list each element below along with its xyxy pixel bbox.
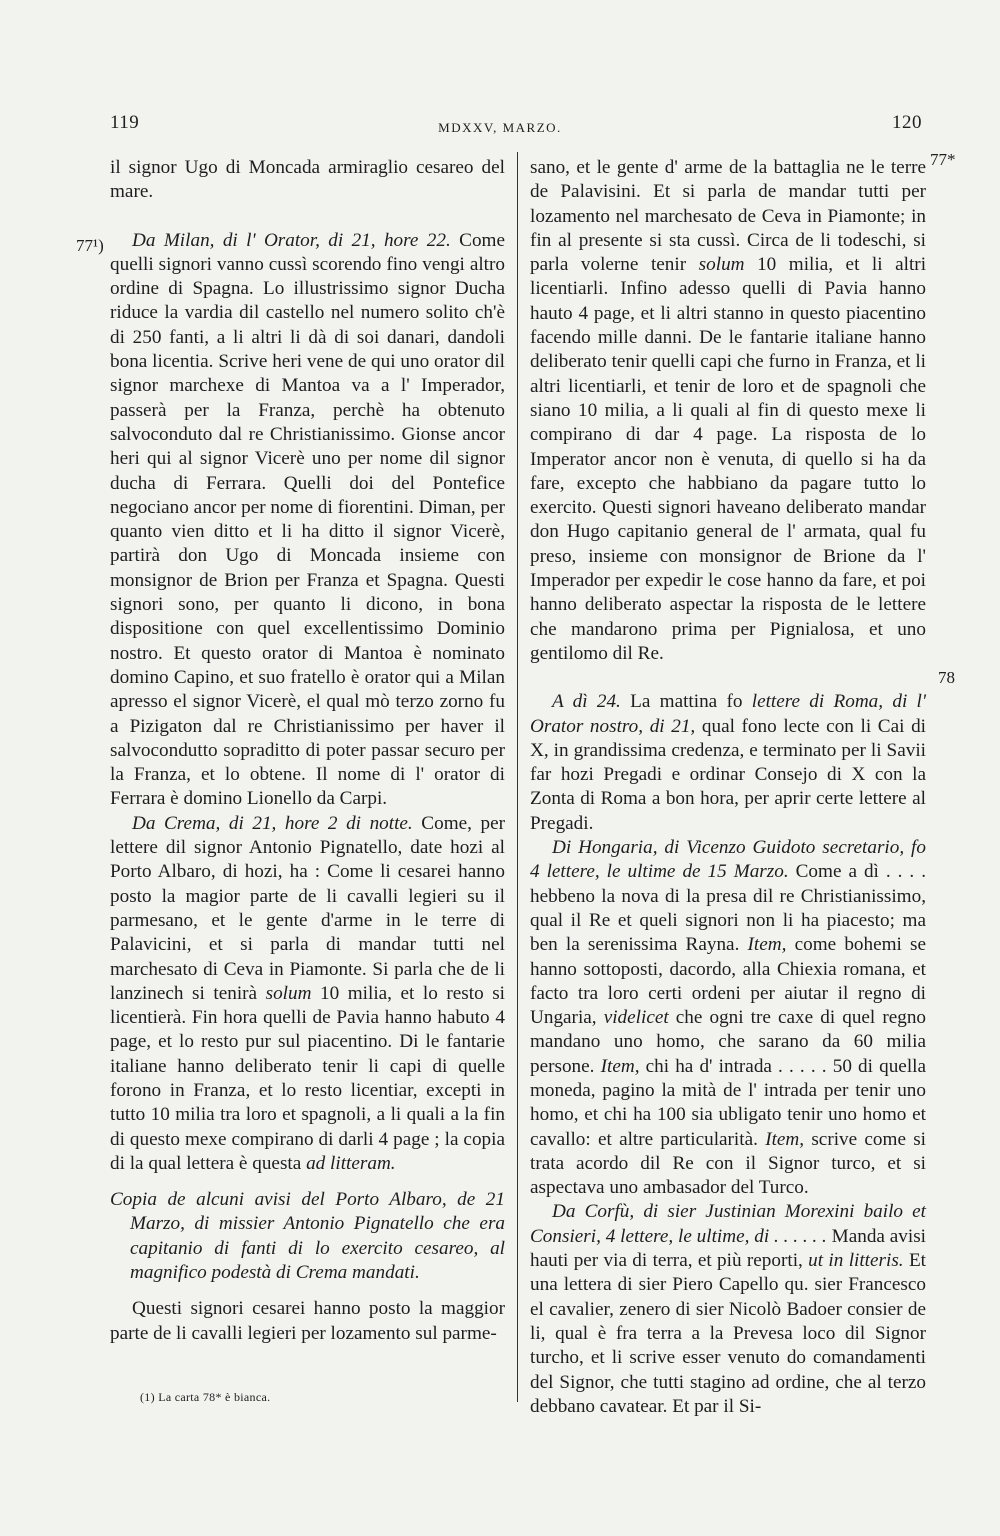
paragraph: Questi signori cesarei hanno posto la maggior parte de li cavalli legieri per lozamento sul parme- xyxy=(110,1298,505,1344)
running-title: MDXXV, MARZO. xyxy=(438,120,562,135)
paragraph: Da Corfù, di sier Justinian Morexini bailo et Consieri, 4 lettere, le ultime, di . . . . . . Manda avisi hauti per via di terra, et più reporti, ut in litteris. Et una lettera di sier Piero Capello qu. sier Francesco el cavalier, zenero di sier Nicolò Badoer consier de li, qual è fra terra a la Prevesa loco dil Signor turcho, et li scrive esser venuto do comandamenti del Signor, che tutti stagino ad ordine, che al terzo debbano cavatear. Et par il Si- xyxy=(530,1201,926,1417)
right-column xyxy=(530,156,926,1419)
column-divider xyxy=(517,152,518,1402)
section-heading: Copia de alcuni avisi del Porto Albaro, de 21 Marzo, di missier Antonio Pignatello che era capitanio di fanti di lo exercito cesareo, al magnifico podestà di Crema mandati. xyxy=(110,1189,505,1284)
page-number-right: 120 xyxy=(892,112,922,133)
dateline: Di Hongaria, di Vicenzo Guidoto secretario, fo 4 lettere, le ultime de 15 Marzo. xyxy=(530,837,926,883)
paragraph: A dì 24. La mattina fo lettere di Roma, di l' Orator nostro, di 21, qual fono lecte con li Cai di X, in grandissima credenza, e terminato per li Savii far hozi Pregadi e ordinar Consejo di X con la Zonta di Roma a bon hora, per aprir certe lettere al Pregadi. xyxy=(530,691,926,834)
dateline: Da Crema, di 21, hore 2 di notte. xyxy=(132,812,413,834)
footnote: (1) La carta 78* è bianca. xyxy=(140,1390,271,1404)
margin-note-right-78: 78 xyxy=(938,668,955,687)
paragraph: Da Milan, di l' Orator, di 21, hore 22. Come quelli signori vanno cussì scorendo fino vengi altro ordine di Spagna. Lo illustrissimo signor Ducha riduce la vardia dil castello nel numero solito ch'è di 250 fanti, a li altri li dà di soi danari, dandoli bona licentia. Scrive heri vene de qui uno orator dil signor marchexe di Mantoa va a l' Imperador, passerà per la Franza, perchè ha obtenuto salvoconduto dal re Christianissimo. Gionse ancor heri qui al signor Vicerè uno per nome dil signor ducha di Ferrara. Quelli doi del Pontefice negociano ancor per nome di fiorentini. Diman, per quanto vien ditto et li ha ditto il signor Vicerè, partirà don Ugo di Moncada insieme con monsignor de Brion per Franza et Spagna. Questi signori sono, per quanto li dicono, in bona dispositione con quel excellentissimo Dominio nostro. Et questo orator di Mantoa è nominato domino Capino, et suo fratello è orator qui a Milan apresso el signor Vicerè, el qual mò terzo zorno fu a Pizigaton dal re Christianissimo per haver il salvocondutto sopraditto di poter passar securo per la Franza, et lo obtene. Il nome di l' orator di Ferrara è domino Lionello da Carpi. xyxy=(110,229,505,810)
paragraph: il signor Ugo di Moncada armiraglio cesareo del mare. xyxy=(110,157,505,203)
margin-note-left: 77¹) xyxy=(76,236,104,255)
dateline: Da Milan, di l' Orator, di 21, hore 22. xyxy=(132,229,451,251)
dateline: Da Corfù, di sier Justinian Morexini bailo et Consieri, 4 lettere, le ultime, di . . . . . . xyxy=(530,1201,926,1247)
left-column xyxy=(110,156,505,1346)
page-number-left: 119 xyxy=(110,112,140,133)
paragraph: Da Crema, di 21, hore 2 di notte. Come, per lettere dil signor Antonio Pignatello, date hozi al Porto Albaro, di hozi, ha : Come li cesarei hanno posto la magior parte de li cavalli legieri su il parmesano, et le gente d'arme in le terre di Palavicini, et si parla di mandar tutti nel marchesato di Ceva in Piamonte. Si parla che de li lanzinech si tenirà solum 10 milia, et lo resto si licentierà. Fin hora quelli de Pavia hanno habuto 4 page, et lo resto pur sul piacentino. Di le fantarie italiane hanno deliberato tenir li capi di quelle forono in Franza, et lo resto licentiar, excepti in tutto 10 milia tra loro et spagnoli, a li quali a la fin di questo mexe compirano di darli 4 page ; la copia di la qual lettera è questa ad litteram. xyxy=(110,812,506,1174)
dateline: A dì 24. xyxy=(552,691,621,713)
paragraph: sano, et le gente d' arme de la battaglia ne le terre de Palavisini. Et si parla de mandar tutti per lozamento nel marchesato de Ceva in Piamonte; in fin al presente si sta cussì. Circa de li todeschi, si parla volerne tenir solum 10 milia, et li altri licentiarli. Infino adesso quelli di Pavia hanno hauto 4 page, et li altri stanno in questo piacentino facendo mille danni. De le fantarie italiane hanno deliberato tenir quelli capi che furno in Franza, et li altri licentiarli, et tenir de loro et de spagnoli che siano 10 milia, a li quali al fin di questo mexe li compirano di dar 4 page. La risposta de lo Imperator ancor non è venuta, di quello si ha da fare, excepto che habbiano da pagare tutto lo exercito. Questi signori haveano deliberato mandar don Hugo capitanio general de l' armata, qual fu preso, insieme con monsignor de Brione da l' Imperador per expedir le cose hanno da fare, et poi hanno deliberato aspectar la risposta de le lettere che mandarono prima per Pignialosa, et uno gentilomo dil Re. xyxy=(530,157,927,664)
paragraph: Di Hongaria, di Vicenzo Guidoto secretario, fo 4 lettere, le ultime de 15 Marzo. Come a dì . . . . hebbeno la nova di la presa dil re Christianissimo, qual il Re et queli signori non li ha piacesto; ma ben la serenissima Rayna. Item, come bohemi se hanno sottoposti, dacordo, alla Chiexia romana, et facto tra loro certi ordeni per aiutar il regno di Ungaria, videlicet che ogni tre caxe di quel regno mandano uno homo, che sarano da 60 milia persone. Item, chi ha d' intrada . . . . . 50 di quella moneda, pagino la mità de l' intrada per tenir uno homo, et chi ha 100 sia ubligato tenir uno homo et cavallo: et altre particularità. Item, scrive come si trata acordo dil Re con il Signor turco, et si aspectava uno ambasador del Turco. xyxy=(530,837,927,1199)
margin-note-right-77: 77* xyxy=(930,150,956,169)
